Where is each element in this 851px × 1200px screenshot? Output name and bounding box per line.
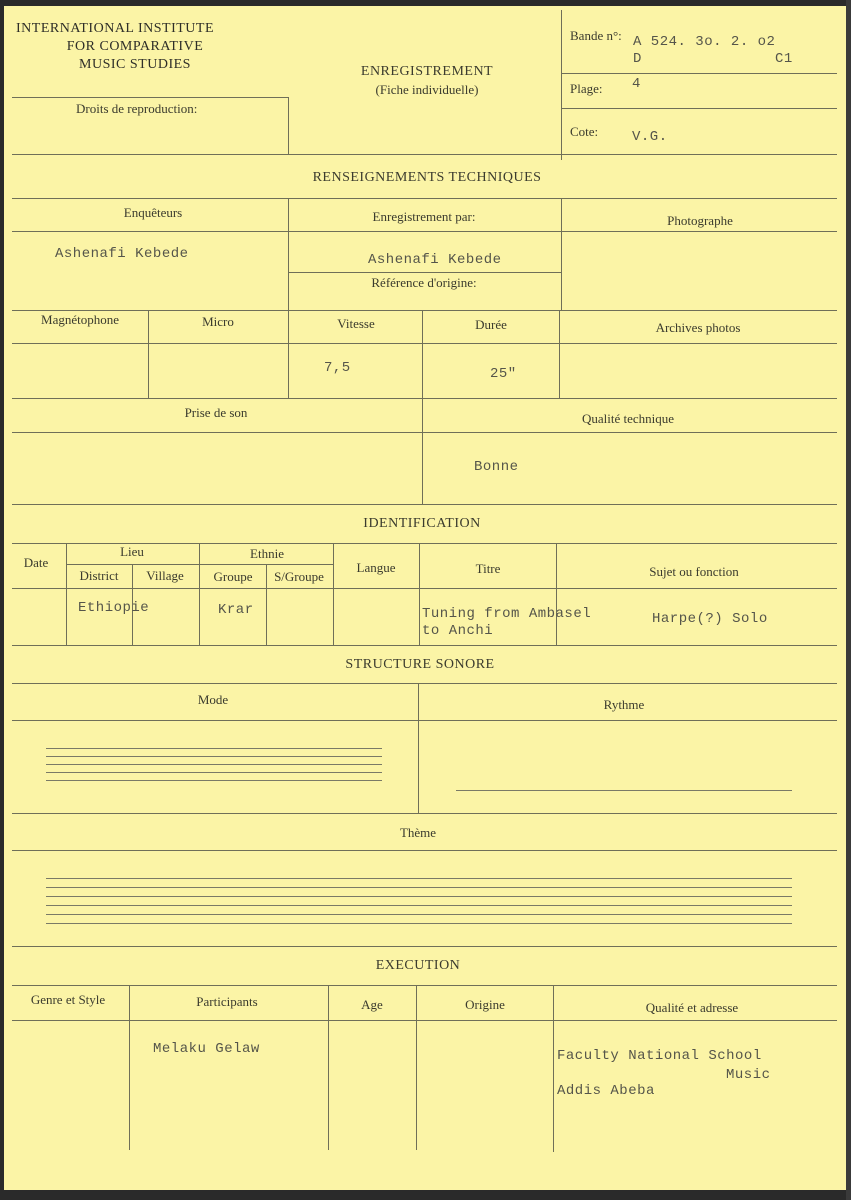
rule [422,398,423,504]
langue-label: Langue [356,560,396,575]
enregistrement-par-label: Enregistrement par: [372,209,476,224]
participants-value: Melaku Gelaw [153,1041,260,1057]
rule [12,198,837,199]
qualite-label: Qualité technique [581,411,675,426]
duree-value: 25" [490,366,517,382]
rule [288,198,289,310]
rule [12,154,837,155]
structure-title: STRUCTURE SONORE [345,657,495,672]
rule [561,108,837,109]
prise-label: Prise de son [184,405,248,420]
archive-card [4,6,847,1190]
rule [66,543,67,645]
rule [12,985,837,986]
bande-label: Bande n°: [570,28,622,43]
staff-line [46,923,792,924]
rule [148,310,149,398]
staff-line [46,905,792,906]
rule [288,310,289,398]
rule [12,720,837,721]
rule [199,543,200,645]
staff-line [46,914,792,915]
sujet-value: Harpe(?) Solo [652,611,768,627]
village-label: Village [146,568,184,583]
rule [129,985,130,1150]
enregistrement-par-value: Ashenafi Kebede [368,252,502,268]
identification-title: IDENTIFICATION [363,516,481,531]
district-label: District [79,568,119,583]
rule [561,198,562,310]
magnetophone-label: Magnétophone [41,312,119,327]
rythme-label: Rythme [603,697,645,712]
mode-label: Mode [197,692,229,707]
qualite-value: Bonne [474,459,519,475]
qualite-adresse-label: Qualité et adresse [645,1000,739,1015]
institute-line-3: MUSIC STUDIES [79,57,191,72]
techniques-title: RENSEIGNEMENTS TECHNIQUES [312,170,542,185]
titre-label: Titre [475,561,501,576]
origine-label: Origine [465,997,505,1012]
participants-label: Participants [196,994,258,1009]
rule [288,97,289,154]
rule [266,564,267,645]
rule [12,1020,837,1021]
rule [12,850,837,851]
sujet-label: Sujet ou fonction [649,564,739,579]
rule [418,683,419,813]
rule [12,645,837,646]
staff-line [46,772,382,773]
archives-label: Archives photos [655,320,741,335]
cote-value: V.G. [632,129,668,145]
reference-label: Référence d'origine: [371,275,477,290]
bande-value-1: A 524. 3o. 2. o2 [633,34,776,50]
rhythm-line [456,790,792,791]
rule [12,588,837,589]
theme-label: Thème [399,825,437,840]
date-label: Date [23,555,49,570]
rule [12,398,837,399]
rule [561,73,837,74]
fiche-subtitle: (Fiche individuelle) [375,82,479,97]
plage-value: 4 [632,76,641,92]
photographe-label: Photographe [667,213,733,228]
adresse-line-2: Music [726,1067,771,1083]
rule [12,504,837,505]
cote-label: Cote: [570,124,599,139]
genre-label: Genre et Style [30,992,106,1007]
rule [288,272,561,273]
staff-line [46,878,792,879]
rule [12,97,288,98]
rule [12,310,837,311]
card-edge [846,0,851,1200]
rule [12,432,837,433]
adresse-line-1: Faculty National School [557,1048,762,1064]
sgroupe-label: S/Groupe [274,569,324,584]
rule [12,813,837,814]
droits-label: Droits de reproduction: [76,101,198,116]
institute-line-1: INTERNATIONAL INSTITUTE [16,21,214,36]
execution-title: EXECUTION [375,958,461,973]
staff-line [46,748,382,749]
staff-line [46,780,382,781]
plage-label: Plage: [570,81,603,96]
rule [333,543,334,645]
rule [416,985,417,1150]
rule [328,985,329,1150]
enregistrement-title: ENREGISTREMENT [360,64,494,79]
groupe-label: Groupe [213,569,253,584]
groupe-value: Krar [218,602,254,618]
enqueteurs-label: Enquêteurs [123,205,183,220]
rule [561,10,562,160]
age-label: Age [361,997,383,1012]
staff-line [46,756,382,757]
rule [556,543,557,645]
vitesse-label: Vitesse [337,316,375,331]
titre-value-1: Tuning from Ambasel [422,606,592,622]
micro-label: Micro [202,314,234,329]
rule [422,310,423,398]
adresse-line-3: Addis Abeba [557,1083,655,1099]
staff-line [46,764,382,765]
staff-line [46,887,792,888]
staff-line [46,896,792,897]
bande-value-2a: D [633,51,642,67]
rule [12,946,837,947]
vitesse-value: 7,5 [324,360,351,376]
rule [559,310,560,398]
ethnie-label: Ethnie [250,546,284,561]
rule [12,231,837,232]
rule [419,543,420,645]
district-value: Ethiopie [78,600,150,616]
lieu-label: Lieu [120,544,144,559]
duree-label: Durée [475,317,507,332]
enqueteurs-value: Ashenafi Kebede [55,246,189,262]
titre-value-2: to Anchi [422,623,494,639]
rule [12,683,837,684]
rule [12,343,837,344]
institute-line-2: FOR COMPARATIVE [66,39,204,54]
bande-value-2b: C1 [775,51,793,67]
rule [553,985,554,1152]
